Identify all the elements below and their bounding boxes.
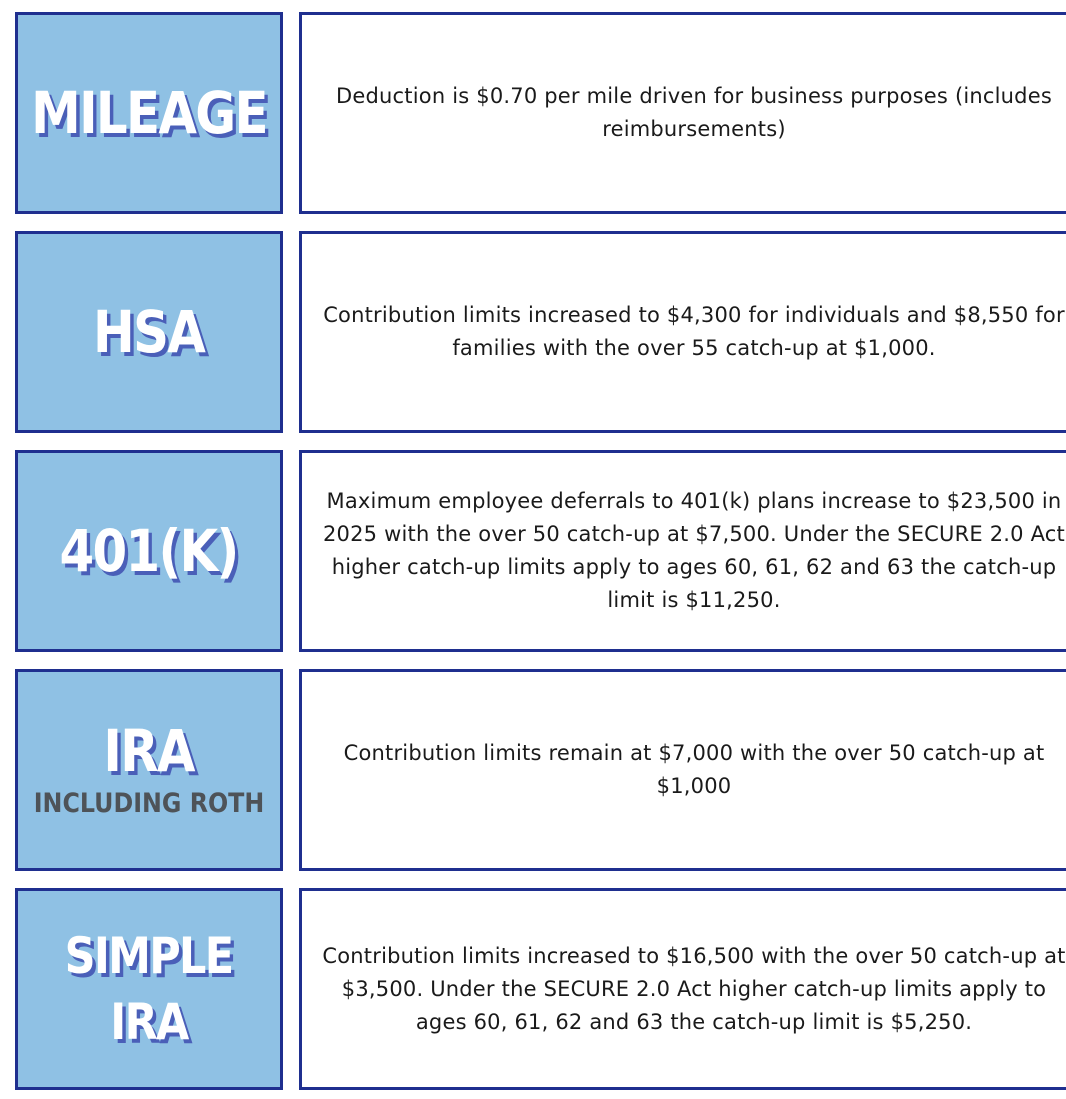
ira-subtitle: INCLUDING ROTH bbox=[33, 787, 265, 819]
row-simple-ira bbox=[0, 888, 1066, 1090]
row-401k bbox=[0, 450, 1066, 652]
ira-label-box bbox=[15, 669, 283, 871]
401k-label-box bbox=[15, 450, 283, 652]
mileage-description: Deduction is $0.70 per mile driven for business purposes (includes reimbursements) bbox=[336, 84, 1052, 141]
simple-ira-title-line1: SIMPLE bbox=[65, 926, 233, 985]
simple-ira-label-box bbox=[15, 888, 283, 1090]
row-hsa bbox=[0, 231, 1066, 433]
row-mileage bbox=[0, 12, 1066, 214]
hsa-title: HSA bbox=[93, 297, 205, 366]
401k-title: 401(K) bbox=[59, 516, 239, 585]
401k-description-box bbox=[299, 450, 1066, 652]
ira-title: IRA bbox=[103, 717, 195, 786]
mileage-label-box bbox=[15, 12, 283, 214]
401k-description: Maximum employee deferrals to 401(k) plans increase to $23,500 in 2025 with the over 50 catch-up at $7,500. Under the SECURE 2.0 Act higher catch-up limits apply to ages 60, 61, 62 and 63 the catch-up limit is $11,250. bbox=[323, 489, 1065, 612]
mileage-description-box bbox=[299, 12, 1066, 214]
ira-description: Contribution limits remain at $7,000 with the over 50 catch-up at $1,000 bbox=[343, 741, 1045, 798]
hsa-description-box bbox=[299, 231, 1066, 433]
simple-ira-description-box bbox=[299, 888, 1066, 1090]
hsa-description: Contribution limits increased to $4,300 for individuals and $8,550 for families with the over 55 catch-up at $1,000. bbox=[323, 303, 1065, 360]
row-ira bbox=[0, 669, 1066, 871]
hsa-label-box bbox=[15, 231, 283, 433]
mileage-title: MILEAGE bbox=[31, 78, 267, 147]
simple-ira-description: Contribution limits increased to $16,500 with the over 50 catch-up at $3,500. Under the SECURE 2.0 Act higher catch-up limits apply to ages 60, 61, 62 and 63 the catch-up limit is $5,250. bbox=[322, 943, 1066, 1034]
ira-description-box bbox=[299, 669, 1066, 871]
simple-ira-title-line2: IRA bbox=[110, 993, 188, 1051]
